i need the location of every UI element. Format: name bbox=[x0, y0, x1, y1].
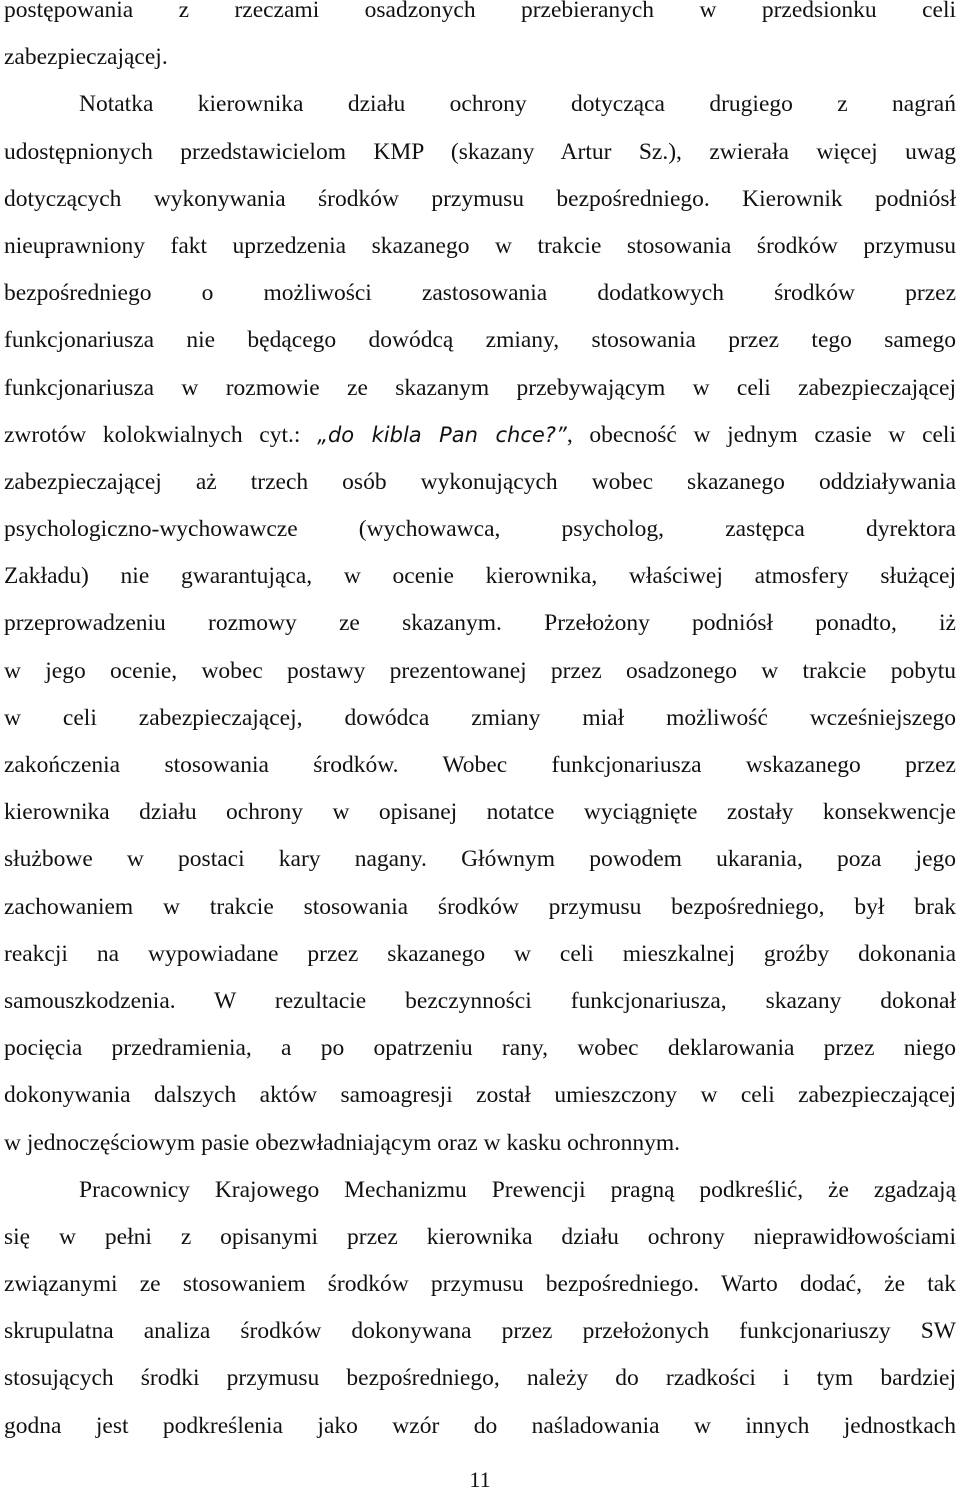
text-line: psychologiczno-wychowawcze (wychowawca, psycholog, zastępca dyrektora bbox=[4, 516, 956, 543]
body-text bbox=[4, 0, 956, 1450]
text-line: reakcji na wypowiadane przez skazanego w celi mieszkalnej groźby dokonania bbox=[4, 940, 956, 967]
quoted-phrase: „do kibla Pan chce?” bbox=[317, 422, 567, 447]
text-line: zabezpieczającej. bbox=[4, 44, 168, 71]
text-line: godna jest podkreślenia jako wzór do naśladowania w innych jednostkach bbox=[4, 1412, 956, 1439]
text-line: samouszkodzenia. W rezultacie bezczynności funkcjonariusza, skazany dokonał bbox=[4, 987, 956, 1014]
text-line: służbowe w postaci kary nagany. Głównym powodem ukarania, poza jego bbox=[4, 846, 956, 873]
text-line: funkcjonariusza w rozmowie ze skazanym przebywającym w celi zabezpieczającej bbox=[4, 374, 956, 401]
text-line: nieuprawniony fakt uprzedzenia skazanego w trakcie stosowania środków przymusu bbox=[4, 232, 956, 259]
text-line: dotyczących wykonywania środków przymusu bezpośredniego. Kierownik podniósł bbox=[4, 185, 956, 212]
text-line: w jego ocenie, wobec postawy prezentowanej przez osadzonego w trakcie pobytu bbox=[4, 657, 956, 684]
text-line: zabezpieczającej aż trzech osób wykonujących wobec skazanego oddziaływania bbox=[4, 468, 956, 495]
paragraph-start-line: Notatka kierownika działu ochrony dotycząca drugiego z nagrań bbox=[79, 91, 956, 118]
text-line: dokonywania dalszych aktów samoagresji został umieszczony w celi zabezpieczającej bbox=[4, 1082, 956, 1109]
text-line-with-quote bbox=[4, 412, 956, 459]
page-number: 11 bbox=[469, 1467, 491, 1492]
text-line: się w pełni z opisanymi przez kierownika działu ochrony nieprawidłowościami bbox=[4, 1223, 956, 1250]
text-segment: zwrotów kolokwialnych cyt.: bbox=[4, 421, 318, 448]
text-line: stosujących środki przymusu bezpośredniego, należy do rzadkości i tym bardziej bbox=[4, 1365, 956, 1392]
text-line: przeprowadzeniu rozmowy ze skazanym. Przełożony podniósł ponadto, iż bbox=[4, 610, 956, 637]
text-segment: , obecność w jednym czasie w celi bbox=[566, 421, 956, 448]
text-line: skrupulatna analiza środków dokonywana przez przełożonych funkcjonariuszy SW bbox=[4, 1318, 956, 1345]
text-line: kierownika działu ochrony w opisanej notatce wyciągnięte zostały konsekwencje bbox=[4, 799, 956, 826]
text-line: zachowaniem w trakcie stosowania środków przymusu bezpośredniego, był brak bbox=[4, 893, 956, 920]
text-line: postępowania z rzeczami osadzonych przebieranych w przedsionku celi bbox=[4, 0, 956, 23]
text-line: w celi zabezpieczającej, dowódca zmiany miał możliwość wcześniejszego bbox=[4, 704, 956, 731]
paragraph-start-line: Pracownicy Krajowego Mechanizmu Prewencji pragną podkreślić, że zgadzają bbox=[79, 1176, 956, 1203]
text-line: związanymi ze stosowaniem środków przymusu bezpośredniego. Warto dodać, że tak bbox=[4, 1271, 956, 1298]
text-line: Zakładu) nie gwarantująca, w ocenie kierownika, właściwej atmosfery służącej bbox=[4, 563, 956, 590]
text-line: w jednoczęściowym pasie obezwładniającym oraz w kasku ochronnym. bbox=[4, 1129, 681, 1156]
text-line: pocięcia przedramienia, a po opatrzeniu rany, wobec deklarowania przez niego bbox=[4, 1035, 956, 1062]
text-line: zakończenia stosowania środków. Wobec funkcjonariusza wskazanego przez bbox=[4, 752, 956, 778]
text-line: funkcjonariusza nie będącego dowódcą zmiany, stosowania przez tego samego bbox=[4, 327, 956, 354]
text-line: bezpośredniego o możliwości zastosowania dodatkowych środków przez bbox=[4, 280, 956, 307]
text-line: udostępnionych przedstawicielom KMP (skazany Artur Sz.), zwierała więcej uwag bbox=[4, 138, 956, 165]
